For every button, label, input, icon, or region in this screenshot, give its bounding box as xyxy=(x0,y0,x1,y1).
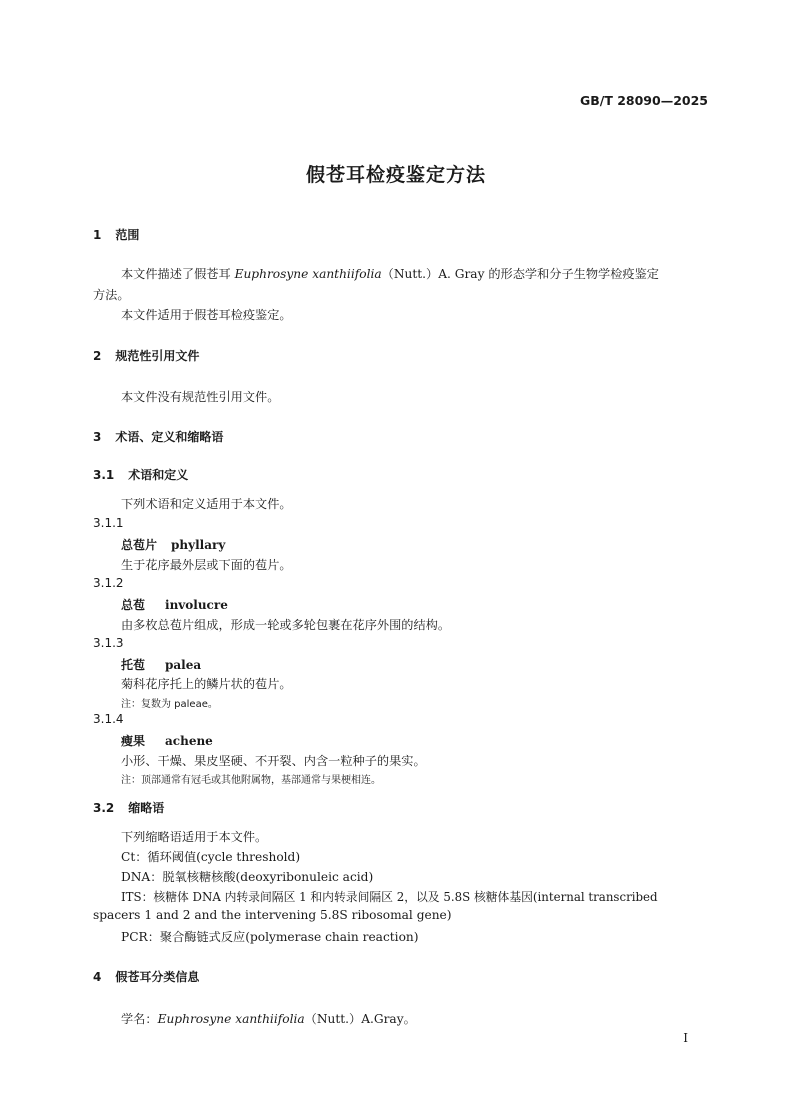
term-heading xyxy=(121,596,228,613)
section-title: 假苍耳分类信息 xyxy=(115,970,200,984)
section-3-1-intro: 下列术语和定义适用于本文件。 xyxy=(121,497,292,511)
term-note: 注：顶部通常有冠毛或其他附属物，基部通常与果梗相连。 xyxy=(121,775,381,786)
section-title: 术语和定义 xyxy=(128,468,189,482)
section-2-heading xyxy=(93,347,199,364)
term-number: 3.1.4 xyxy=(93,712,124,726)
term-zh: 托苞 xyxy=(121,658,146,672)
section-1-paragraph-1-cont: 方法。 xyxy=(93,288,130,302)
section-number: 3.2 xyxy=(93,801,115,815)
term-note: 注：复数为 paleae。 xyxy=(121,699,218,710)
text-run: 本文件描述了假苍耳 xyxy=(121,267,235,281)
term-number: 3.1.2 xyxy=(93,576,124,590)
document-title: 假苍耳检疫鉴定方法 xyxy=(305,164,486,186)
section-title: 规范性引用文件 xyxy=(115,349,200,363)
term-definition: 由多枚总苞片组成，形成一轮或多轮包裹在花序外围的结构。 xyxy=(121,618,451,632)
section-number: 3.1 xyxy=(93,468,115,482)
term-zh: 总苞 xyxy=(121,598,146,612)
term-definition: 生于花序最外层或下面的苞片。 xyxy=(121,558,292,572)
term-en: achene xyxy=(165,734,213,748)
section-3-heading xyxy=(93,428,223,445)
term-en: involucre xyxy=(165,598,228,612)
section-3-2-heading xyxy=(93,799,164,816)
text-run: （Nutt.）A. Gray 的形态学和分子生物学检疫鉴定 xyxy=(381,267,659,281)
text-run: （Nutt.）A.Gray。 xyxy=(304,1012,416,1026)
section-number: 2 xyxy=(93,349,102,363)
section-4-paragraph-1 xyxy=(121,1010,416,1027)
section-1-paragraph-2: 本文件适用于假苍耳检疫鉴定。 xyxy=(121,308,292,322)
abbreviation-item: Ct：循环阈值(cycle threshold) xyxy=(121,850,301,864)
abbreviation-item: PCR：聚合酶链式反应(polymerase chain reaction) xyxy=(121,930,419,944)
section-1-heading xyxy=(93,226,139,243)
abbreviation-item: DNA：脱氧核糖核酸(deoxyribonuleic acid) xyxy=(121,870,374,884)
section-number: 1 xyxy=(93,228,102,242)
page-number: I xyxy=(683,1031,688,1045)
abbreviation-item: ITS：核糖体 DNA 内转录间隔区 1 和内转录间隔区 2，以及 5.8S 核糖体基因(internal transcribed xyxy=(121,890,658,904)
section-1-paragraph-1 xyxy=(121,265,659,282)
term-zh: 瘦果 xyxy=(121,734,146,748)
section-title: 术语、定义和缩略语 xyxy=(115,430,224,444)
scientific-name: Euphrosyne xanthiifolia xyxy=(157,1012,305,1026)
abbreviation-item-cont: spacers 1 and 2 and the intervening 5.8S ribosomal gene) xyxy=(93,908,452,922)
section-4-heading xyxy=(93,968,199,985)
term-heading xyxy=(121,656,201,673)
term-number: 3.1.1 xyxy=(93,516,124,530)
section-3-1-heading xyxy=(93,466,188,483)
section-title: 缩略语 xyxy=(128,801,165,815)
term-en: phyllary xyxy=(171,538,226,552)
section-2-paragraph-1: 本文件没有规范性引用文件。 xyxy=(121,390,280,404)
text-run: 学名： xyxy=(121,1012,158,1026)
term-definition: 菊科花序托上的鳞片状的苞片。 xyxy=(121,677,292,691)
term-number: 3.1.3 xyxy=(93,636,124,650)
section-number: 4 xyxy=(93,970,102,984)
term-zh: 总苞片 xyxy=(121,538,158,552)
section-3-2-intro: 下列缩略语适用于本文件。 xyxy=(121,830,268,844)
section-number: 3 xyxy=(93,430,102,444)
standard-number: GB/T 28090—2025 xyxy=(579,93,708,108)
term-definition: 小形、干燥、果皮坚硬、不开裂、内含一粒种子的果实。 xyxy=(121,754,426,768)
section-title: 范围 xyxy=(115,228,140,242)
term-heading xyxy=(121,732,213,749)
scientific-name: Euphrosyne xanthiifolia xyxy=(234,267,382,281)
term-heading xyxy=(121,536,225,553)
term-en: palea xyxy=(165,658,202,672)
